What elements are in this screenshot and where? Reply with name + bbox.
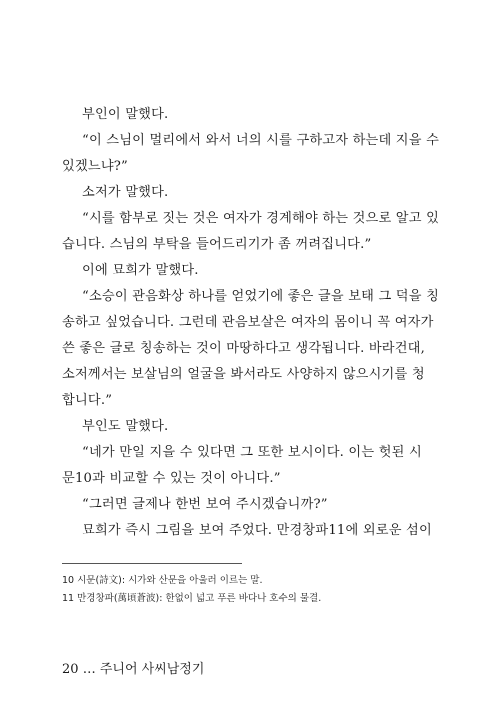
body-line: 부인이 말했다. [82, 107, 169, 122]
body-line: 부인도 말했다. [82, 419, 169, 434]
footer-separator: … [82, 662, 96, 677]
footnote-11: 11 만경창파(萬頃蒼波): 한없이 넓고 푸른 바다나 호수의 물결. [62, 593, 322, 604]
footnote-10: 10 시문(詩文): 시가와 산문을 아울러 이르는 말. [62, 575, 263, 586]
body-line: “시를 함부로 짓는 것은 여자가 경계해야 하는 것으로 알고 있 [82, 211, 440, 226]
body-line: “네가 만일 지을 수 있다면 그 또한 보시이다. 이는 헛된 시 [82, 445, 422, 460]
body-line: “그러면 글제나 한번 보여 주시겠습니까?” [82, 497, 328, 512]
body-line: 쓴 좋은 글로 칭송하는 것이 마땅하다고 생각됩니다. 바라건대, [62, 341, 426, 356]
body-line: 문10과 비교할 수 있는 것이 아니다.” [62, 471, 281, 486]
book-title: 주니어 사씨남정기 [99, 662, 205, 677]
body-line: 송하고 싶었습니다. 그런데 관음보살은 여자의 몸이니 꼭 여자가 [62, 315, 434, 330]
body-line: “소승이 관음화상 하나를 얻었기에 좋은 글을 보태 그 덕을 칭 [82, 289, 440, 304]
footnote-divider [62, 563, 242, 564]
body-line: “이 스님이 멀리에서 와서 너의 시를 구하고자 하는데 지을 수 [82, 133, 440, 148]
page-footer [62, 658, 204, 677]
body-line: 소저께서는 보살님의 얼굴을 봐서라도 사양하지 않으시기를 청 [62, 367, 425, 382]
body-line: 소저가 말했다. [82, 185, 169, 200]
body-line: 합니다.” [62, 393, 113, 408]
body-line: 이에 묘희가 말했다. [82, 263, 199, 278]
body-line: 있겠느냐?” [62, 159, 128, 174]
page-number: 20 [62, 662, 79, 677]
body-line: 묘희가 즉시 그림을 보여 주었다. 만경창파11에 외로운 섬이 [82, 523, 432, 538]
body-line: 습니다. 스님의 부탁을 들어드리기가 좀 꺼려집니다.” [62, 237, 372, 252]
